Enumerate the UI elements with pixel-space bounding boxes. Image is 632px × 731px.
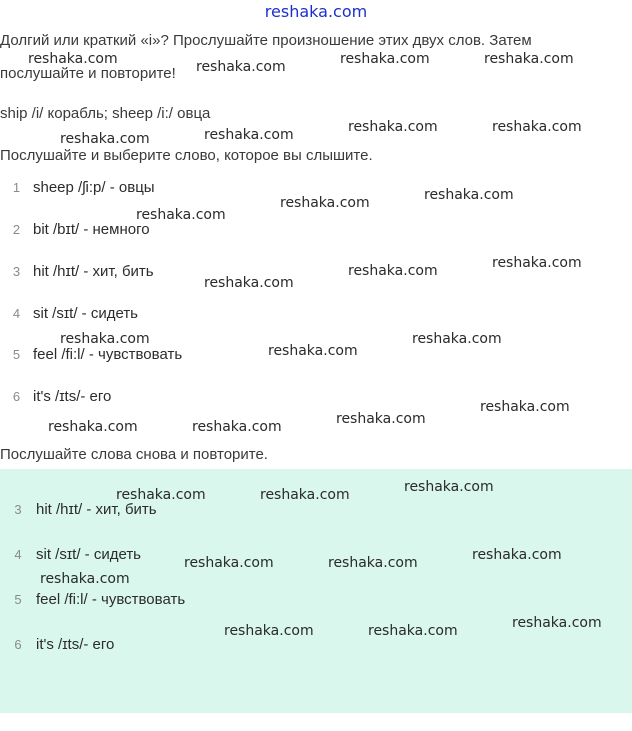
watermark: reshaka.com (60, 331, 150, 347)
instruction-choose: Послушайте и выберите слово, которое вы слышите. (0, 147, 373, 164)
practice-word-item (0, 545, 141, 565)
word-item (0, 345, 182, 365)
word-number: 6 (12, 389, 21, 404)
instruction-listen-repeat-line2: послушайте и повторите! (0, 65, 176, 82)
word-text: feel /fi:l/ - чувствовать (33, 346, 183, 363)
word-number: 4 (14, 547, 22, 562)
word-number: 3 (12, 264, 21, 279)
word-text: it's /ɪts/- его (36, 636, 115, 653)
word-text: hit /hɪt/ - хит, бить (36, 501, 157, 518)
word-number: 2 (12, 222, 21, 237)
watermark: reshaka.com (348, 263, 438, 279)
watermark: reshaka.com (48, 419, 138, 435)
word-text: sheep /ʃi:p/ - овцы (33, 179, 155, 196)
word-number: 4 (12, 306, 21, 321)
watermark: reshaka.com (280, 195, 370, 211)
watermark: reshaka.com (40, 571, 130, 587)
word-text: hit /hɪt/ - хит, бить (33, 263, 154, 280)
word-number: 5 (14, 592, 22, 607)
word-number: 3 (14, 502, 22, 517)
watermark: reshaka.com (204, 127, 294, 143)
word-item (0, 387, 111, 407)
word-text: bit /bɪt/ - немного (33, 221, 150, 238)
instruction-listen-repeat-line1: Долгий или краткий «i»? Прослушайте произношение этих двух слов. Затем (0, 32, 532, 49)
watermark: reshaka.com (184, 555, 274, 571)
instruction-listen-again: Послушайте слова снова и повторите. (0, 446, 268, 463)
word-text: sit /sɪt/ - сидеть (33, 305, 138, 322)
example-words: ship /i/ корабль; sheep /i:/ овца (0, 105, 211, 122)
word-number: 6 (14, 637, 22, 652)
watermark: reshaka.com (268, 343, 358, 359)
word-number: 5 (12, 347, 21, 362)
watermark: reshaka.com (116, 487, 206, 503)
watermark: reshaka.com (512, 615, 602, 631)
word-text: it's /ɪts/- его (33, 388, 112, 405)
watermark: reshaka.com (492, 119, 582, 135)
word-item (0, 262, 154, 282)
word-item (0, 220, 150, 240)
word-item (0, 304, 138, 324)
practice-word-item (0, 500, 157, 520)
watermark: reshaka.com (336, 411, 426, 427)
watermark: reshaka.com (136, 207, 226, 223)
watermark: reshaka.com (348, 119, 438, 135)
watermark: reshaka.com (480, 399, 570, 415)
watermark: reshaka.com (340, 51, 430, 67)
site-header[interactable]: reshaka.com (264, 2, 368, 21)
practice-word-item (0, 590, 185, 610)
watermark: reshaka.com (204, 275, 294, 291)
watermark: reshaka.com (328, 555, 418, 571)
watermark: reshaka.com (192, 419, 282, 435)
watermark: reshaka.com (368, 623, 458, 639)
watermark: reshaka.com (412, 331, 502, 347)
watermark: reshaka.com (60, 131, 150, 147)
word-item (0, 178, 155, 198)
watermark: reshaka.com (404, 479, 494, 495)
word-number: 1 (12, 180, 21, 195)
watermark: reshaka.com (196, 59, 286, 75)
watermark: reshaka.com (484, 51, 574, 67)
watermark: reshaka.com (424, 187, 514, 203)
watermark: reshaka.com (492, 255, 582, 271)
watermark: reshaka.com (260, 487, 350, 503)
practice-word-item (0, 635, 114, 655)
watermark: reshaka.com (472, 547, 562, 563)
word-text: feel /fi:l/ - чувствовать (36, 591, 186, 608)
word-text: sit /sɪt/ - сидеть (36, 546, 141, 563)
watermark: reshaka.com (224, 623, 314, 639)
watermark: reshaka.com (28, 51, 118, 67)
